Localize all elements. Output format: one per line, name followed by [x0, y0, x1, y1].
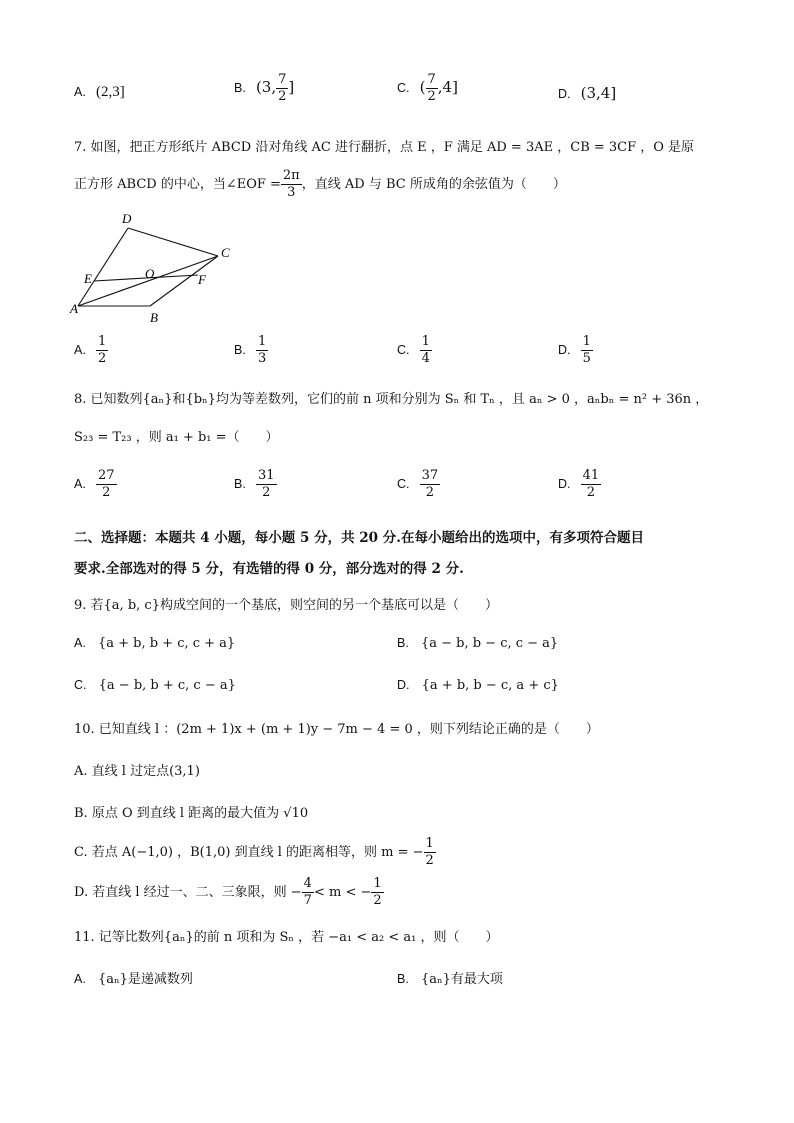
section-heading-line2: 要求.全部选对的得 5 分，有选错的得 0 分，部分选对的得 2 分.: [74, 561, 464, 577]
option-label: A.: [74, 477, 86, 491]
fraction: $\frac{37}{2}$: [421, 468, 439, 500]
q9-option-b: [397, 636, 558, 651]
q8-option-b: [234, 468, 277, 501]
fraction: $\frac{7}{2}$: [278, 72, 287, 104]
q10-option-c: [74, 836, 436, 869]
q10-option-a: A. 直线 l 过定点(3,1): [74, 764, 200, 779]
option-label: B.: [397, 972, 409, 986]
option-label: A.: [74, 343, 86, 357]
option-label: A.: [74, 85, 86, 99]
fraction: $\frac{27}{2}$: [97, 468, 115, 500]
fraction: $\frac{1}{2}$: [373, 876, 382, 908]
q7-figure: [66, 210, 246, 330]
option-label: D.: [397, 678, 410, 692]
option-value: {aₙ}是递减数列: [97, 972, 193, 987]
q9-option-d: [397, 678, 559, 693]
option-value: (3,4]: [580, 84, 617, 102]
q10-stem: 10. 已知直线 l ：(2m + 1)x + (m + 1)y − 7m − 4 = 0 ，则下列结论正确的是（ ）: [74, 722, 599, 737]
q10-option-b: B. 原点 O 到直线 l 距离的最大值为 √10: [74, 806, 309, 821]
q7-option-c: [397, 334, 432, 367]
option-value: {a + b, b + c, c + a}: [97, 636, 236, 651]
option-label: C.: [74, 678, 87, 692]
fraction: $\frac{1}{2}$: [97, 334, 107, 366]
q7-option-b: [234, 334, 268, 367]
q6-option-c: [397, 72, 458, 105]
label-f: F: [198, 272, 206, 287]
option-prefix: (3,: [255, 78, 277, 96]
label-b: B: [150, 310, 158, 325]
edge-ad: [78, 228, 128, 306]
option-label: D.: [558, 477, 571, 491]
q11-option-b: [397, 968, 503, 987]
q8-option-d: [558, 468, 601, 501]
fraction: $\frac{1}{5}$: [582, 334, 591, 366]
q11-stem: 11. 记等比数列{aₙ}的前 n 项和为 Sₙ ，若 −a₁ < a₂ < a₁ ，则（ ）: [74, 930, 499, 945]
fraction: $\frac{1}{4}$: [421, 334, 430, 366]
label-a: A: [70, 301, 78, 316]
q9-stem: 9. 若{a, b, c}构成空间的一个基底，则空间的另一个基底可以是（ ）: [74, 598, 498, 613]
fraction: $\frac{31}{2}$: [257, 468, 275, 500]
option-value: {a − b, b + c, c − a}: [98, 678, 236, 693]
angle-fraction: $\frac{2\pi}{3}$: [282, 168, 300, 200]
label-c: C: [221, 245, 230, 260]
option-label: B.: [234, 343, 246, 357]
option-value: {a − b, b − c, c − a}: [420, 636, 559, 651]
q8-stem-line2: S₂₃ = T₂₃ ，则 a₁ + b₁ =（ ）: [74, 430, 279, 445]
fraction: $\frac{4}{7}$: [303, 876, 312, 908]
option-value: {aₙ}有最大项: [420, 972, 503, 987]
q9-option-c: [74, 678, 236, 693]
label-o: O: [145, 266, 155, 281]
option-suffix: ,4]: [437, 78, 458, 96]
label-d: D: [122, 211, 132, 226]
q6-option-a: [74, 84, 125, 101]
option-label: A.: [74, 972, 86, 986]
option-label: C.: [397, 343, 410, 357]
label-e: E: [84, 271, 92, 286]
fraction: $\frac{7}{2}$: [427, 72, 436, 104]
q7-stem-line1: 7. 如图，把正方形纸片 ABCD 沿对角线 AC 进行翻折，点 E ，F 满足 AD = 3AE ，CB = 3CF ，O 是原: [74, 140, 695, 155]
option-prefix: (: [419, 78, 426, 96]
option-value: (2,3]: [95, 84, 125, 100]
option-text: C. 若点 A(−1,0) ，B(1,0) 到直线 l 的距离相等，则 m = −: [74, 845, 424, 860]
option-label: B.: [397, 636, 409, 650]
edge-dc: [128, 228, 218, 256]
option-label: C.: [397, 477, 410, 491]
edge-bc: [150, 256, 218, 306]
q7-stem-line2: [74, 168, 566, 201]
q11-option-a: [74, 968, 193, 987]
option-suffix: ]: [288, 78, 295, 96]
q8-option-a: [74, 468, 117, 501]
q6-option-d: [558, 84, 616, 102]
fraction: $\frac{1}{2}$: [425, 836, 434, 868]
option-label: A.: [74, 636, 86, 650]
fraction: $\frac{1}{3}$: [257, 334, 267, 366]
q8-option-c: [397, 468, 440, 501]
q10-option-d: [74, 876, 384, 909]
option-text-mid: < m < −: [313, 885, 372, 900]
q7-option-d: [558, 334, 593, 367]
option-text: D. 若直线 l 经过一、二、三象限，则 −: [74, 885, 302, 900]
option-label: D.: [558, 343, 571, 357]
q6-option-b: [234, 72, 294, 105]
fraction: $\frac{41}{2}$: [582, 468, 600, 500]
option-label: B.: [234, 477, 246, 491]
q7-stem-part1: 正方形 ABCD 的中心，当∠EOF =: [74, 177, 281, 192]
option-label: D.: [558, 87, 571, 101]
option-value: {a + b, b − c, a + c}: [421, 678, 559, 693]
option-label: B.: [234, 81, 246, 95]
q7-option-a: [74, 334, 108, 367]
q7-stem-part2: ，直线 AD 与 BC 所成角的余弦值为（ ）: [301, 177, 566, 192]
q8-stem-line1: 8. 已知数列{aₙ}和{bₙ}均为等差数列，它们的前 n 项和分别为 Sₙ 和 Tₙ ，且 aₙ > 0 ，aₙbₙ = n² + 36n ，: [74, 392, 709, 407]
section-heading-line1: 二、选择题：本题共 4 小题，每小题 5 分，共 20 分.在每小题给出的选项中，有多项符合题目: [74, 530, 644, 546]
q9-option-a: [74, 636, 235, 651]
option-label: C.: [397, 81, 410, 95]
